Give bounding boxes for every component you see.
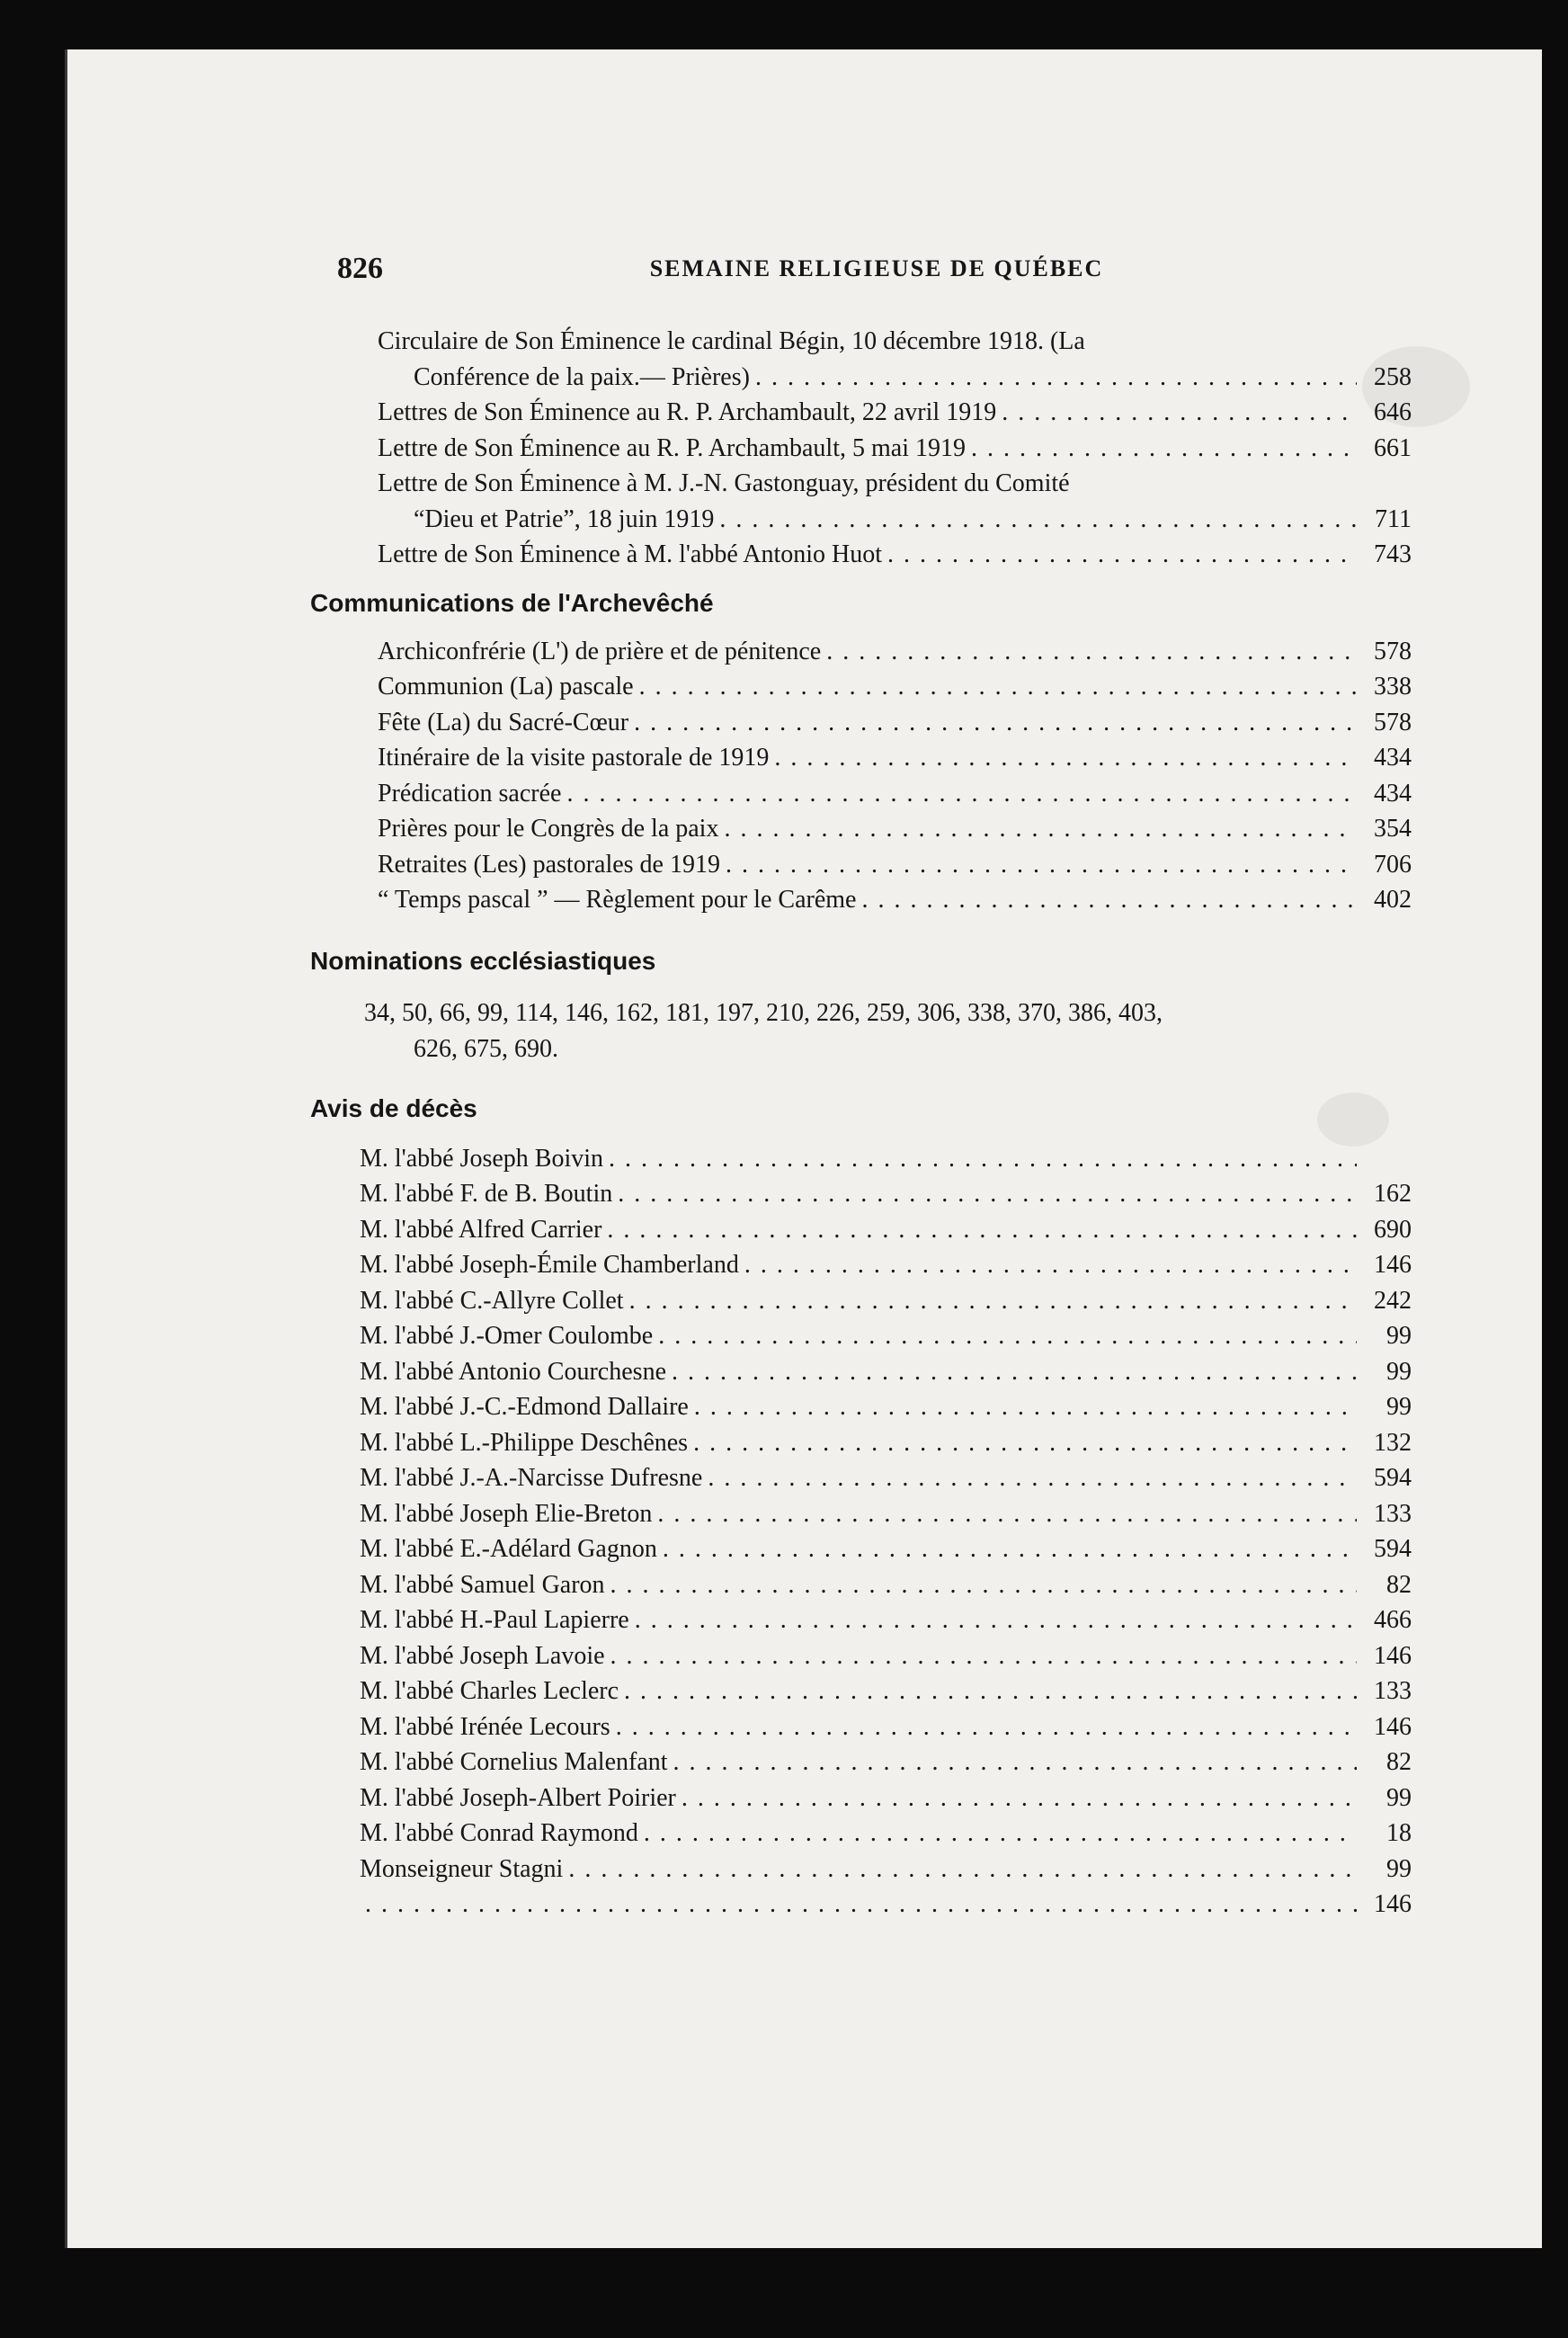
dot-leader <box>694 1389 1357 1425</box>
nominations-pages <box>364 995 1412 1067</box>
dot-leader <box>566 776 1357 812</box>
dot-leader <box>744 1247 1357 1283</box>
entry-page: 466 <box>1374 1606 1412 1634</box>
entry-title: M. l'abbé Charles Leclerc <box>360 1677 619 1705</box>
section-heading-nominations: Nominations ecclésiastiques <box>310 946 656 975</box>
dot-leader <box>726 847 1357 883</box>
entry-title: M. l'abbé Alfred Carrier <box>360 1215 602 1244</box>
dot-leader <box>644 1816 1357 1852</box>
entry-title: M. l'abbé Joseph Lavoie <box>360 1641 605 1670</box>
entry-title: Lettre de Son Éminence au R. P. Archambault, 5 mai 1919 <box>378 433 966 462</box>
index-entry <box>360 1567 1412 1603</box>
index-entry <box>378 740 1412 776</box>
dot-leader <box>568 1852 1357 1887</box>
entry-page: 162 <box>1374 1180 1412 1208</box>
entry-page: 99 <box>1386 1783 1412 1812</box>
entry-page: 646 <box>1374 398 1412 426</box>
index-entry <box>360 1745 1412 1780</box>
dot-leader <box>861 882 1357 918</box>
entry-title: M. l'abbé J.-A.-Narcisse Dufresne <box>360 1464 703 1492</box>
entry-page: 706 <box>1374 850 1412 879</box>
entry-title: M. l'abbé H.-Paul Lapierre <box>360 1606 629 1634</box>
index-entry <box>360 1531 1412 1567</box>
entry-page: 99 <box>1386 1854 1412 1883</box>
index-entry <box>378 811 1412 847</box>
entry-title: “ Temps pascal ” — Règlement pour le Carême <box>378 886 857 914</box>
index-entry <box>360 1247 1412 1283</box>
dot-leader <box>610 1638 1357 1674</box>
scanned-page <box>65 49 1542 2248</box>
entry-page: 354 <box>1374 815 1412 843</box>
entry-page: 743 <box>1374 540 1412 568</box>
entry-page: 99 <box>1386 1357 1412 1386</box>
entry-title: Itinéraire de la visite pastorale de 1919 <box>378 744 770 772</box>
entry-page: 594 <box>1374 1535 1412 1563</box>
index-entry <box>378 705 1412 741</box>
index-entry <box>360 1176 1412 1212</box>
index-entry <box>378 395 1412 431</box>
dot-leader <box>971 431 1357 467</box>
section-heading-communications: Communications de l'Archevêché <box>310 588 714 617</box>
dot-leader <box>693 1425 1357 1461</box>
section-heading-deces: Avis de décès <box>310 1093 477 1122</box>
dot-leader <box>616 1709 1357 1745</box>
entry-title: M. l'abbé Joseph Boivin <box>360 1144 604 1173</box>
entry-page: 146 <box>1374 1251 1412 1279</box>
index-entry <box>378 847 1412 883</box>
entry-page: 578 <box>1374 637 1412 665</box>
entry-page: 82 <box>1386 1570 1412 1599</box>
index-entry <box>360 1425 1412 1461</box>
dot-leader <box>663 1531 1357 1567</box>
index-entry <box>378 882 1412 918</box>
entry-title: M. l'abbé Cornelius Malenfant <box>360 1748 668 1776</box>
page-number: 826 <box>337 252 383 285</box>
entry-page: 578 <box>1374 708 1412 736</box>
index-entry <box>360 1852 1412 1887</box>
dot-leader <box>1002 395 1357 431</box>
entry-page: 242 <box>1374 1286 1412 1315</box>
dot-leader <box>719 502 1357 538</box>
entry-title: Monseigneur Stagni <box>360 1854 564 1883</box>
dot-leader <box>365 1887 1357 1923</box>
dot-leader <box>624 1673 1357 1709</box>
entry-title: Communion (La) pascale <box>378 673 634 701</box>
entry-page: 99 <box>1386 1393 1412 1421</box>
index-entry <box>360 1673 1412 1709</box>
dot-leader <box>826 634 1357 670</box>
entry-page: 258 <box>1374 362 1412 391</box>
index-entry <box>360 1318 1412 1354</box>
dot-leader <box>887 537 1357 573</box>
nominations-line: 34, 50, 66, 99, 114, 146, 162, 181, 197, 210, 226, 259, 306, 338, 370, 386, 403, <box>364 998 1163 1027</box>
index-entry <box>360 1354 1412 1390</box>
entry-page: 132 <box>1374 1428 1412 1457</box>
entry-page: 82 <box>1386 1748 1412 1776</box>
index-entry <box>360 1389 1412 1425</box>
entry-title: M. l'abbé Samuel Garon <box>360 1570 605 1599</box>
entry-title: M. l'abbé Joseph Elie-Breton <box>360 1499 653 1528</box>
index-entry <box>360 1816 1412 1852</box>
entry-title-line: Conférence de la paix.— Prières) <box>414 362 750 391</box>
entry-title: M. l'abbé L.-Philippe Deschênes <box>360 1428 689 1457</box>
index-entry <box>378 634 1412 670</box>
index-entry <box>360 1496 1412 1532</box>
entry-page: 146 <box>1374 1712 1412 1741</box>
dot-leader <box>639 669 1357 705</box>
entry-title: M. l'abbé Conrad Raymond <box>360 1819 638 1847</box>
dot-leader <box>724 811 1357 847</box>
entry-page: 434 <box>1374 744 1412 772</box>
index-entry <box>378 466 1412 537</box>
index-entry <box>360 1780 1412 1816</box>
entry-page: 99 <box>1386 1322 1412 1350</box>
entry-title: M. l'abbé Irénée Lecours <box>360 1712 610 1741</box>
dot-leader <box>607 1212 1357 1248</box>
entry-page: 594 <box>1374 1464 1412 1492</box>
dot-leader <box>609 1141 1357 1177</box>
index-entry <box>378 537 1412 573</box>
dot-leader <box>682 1780 1357 1816</box>
entry-title-line: Lettre de Son Éminence à M. J.-N. Gastonguay, président du Comité <box>378 469 1070 497</box>
entry-page: 146 <box>1374 1890 1412 1918</box>
entry-title: Prédication sacrée <box>378 779 562 808</box>
entry-title: M. l'abbé Joseph-Albert Poirier <box>360 1783 676 1812</box>
entry-page: 133 <box>1374 1499 1412 1528</box>
dot-leader <box>618 1176 1357 1212</box>
running-title: SEMAINE RELIGIEUSE DE QUÉBEC <box>649 255 1104 281</box>
dot-leader <box>635 1602 1357 1638</box>
index-entry <box>360 1141 1412 1177</box>
entry-title: Archiconfrérie (L') de prière et de pénitence <box>378 637 822 665</box>
index-entry <box>378 324 1412 395</box>
entry-title: M. l'abbé E.-Adélard Gagnon <box>360 1535 657 1563</box>
dot-leader <box>755 360 1357 396</box>
communications-list <box>378 634 1412 918</box>
entry-title: Lettres de Son Éminence au R. P. Archambault, 22 avril 1919 <box>378 398 997 426</box>
index-entry <box>378 431 1412 467</box>
entry-page: 133 <box>1374 1677 1412 1705</box>
index-entry <box>360 1709 1412 1745</box>
entry-title: Retraites (Les) pastorales de 1919 <box>378 850 720 879</box>
entry-title-line: “Dieu et Patrie”, 18 juin 1919 <box>414 504 715 533</box>
index-entry <box>360 1638 1412 1674</box>
index-entry <box>360 1887 1412 1923</box>
nominations-line: 626, 675, 690. <box>414 1034 558 1063</box>
entry-title: M. l'abbé F. de B. Boutin <box>360 1180 613 1208</box>
index-entry <box>360 1212 1412 1248</box>
dot-leader <box>673 1745 1357 1780</box>
dot-leader <box>629 1283 1357 1319</box>
entry-title: Fête (La) du Sacré-Cœur <box>378 708 629 736</box>
index-content <box>310 324 1412 1923</box>
index-entry <box>360 1283 1412 1319</box>
dot-leader <box>708 1460 1357 1496</box>
entry-title-line: Circulaire de Son Éminence le cardinal Bégin, 10 décembre 1918. (La <box>378 327 1085 355</box>
entry-page: 402 <box>1374 886 1412 914</box>
entry-page: 18 <box>1386 1819 1412 1847</box>
entry-title: M. l'abbé Joseph-Émile Chamberland <box>360 1251 739 1279</box>
entry-title: M. l'abbé J.-C.-Edmond Dallaire <box>360 1393 689 1421</box>
index-entry <box>360 1460 1412 1496</box>
entry-page: 338 <box>1374 673 1412 701</box>
entry-title: Lettre de Son Éminence à M. l'abbé Antonio Huot <box>378 540 883 568</box>
page-header <box>337 252 1416 297</box>
deces-list <box>360 1141 1412 1923</box>
index-entry <box>360 1602 1412 1638</box>
dot-leader <box>610 1567 1357 1603</box>
entry-page: 146 <box>1374 1641 1412 1670</box>
dot-leader <box>658 1318 1357 1354</box>
index-entry <box>378 776 1412 812</box>
dot-leader <box>774 740 1357 776</box>
dot-leader <box>657 1496 1357 1532</box>
entry-page: 661 <box>1374 433 1412 462</box>
index-entry <box>378 669 1412 705</box>
entry-page: 690 <box>1374 1215 1412 1244</box>
entry-title: Prières pour le Congrès de la paix <box>378 815 719 843</box>
dot-leader <box>672 1354 1357 1390</box>
entry-title: M. l'abbé J.-Omer Coulombe <box>360 1322 654 1350</box>
entry-title: M. l'abbé Antonio Courchesne <box>360 1357 666 1386</box>
entry-page: 434 <box>1374 779 1412 808</box>
dot-leader <box>634 705 1357 741</box>
entry-page: 711 <box>1375 504 1412 533</box>
entry-title: M. l'abbé C.-Allyre Collet <box>360 1286 624 1315</box>
